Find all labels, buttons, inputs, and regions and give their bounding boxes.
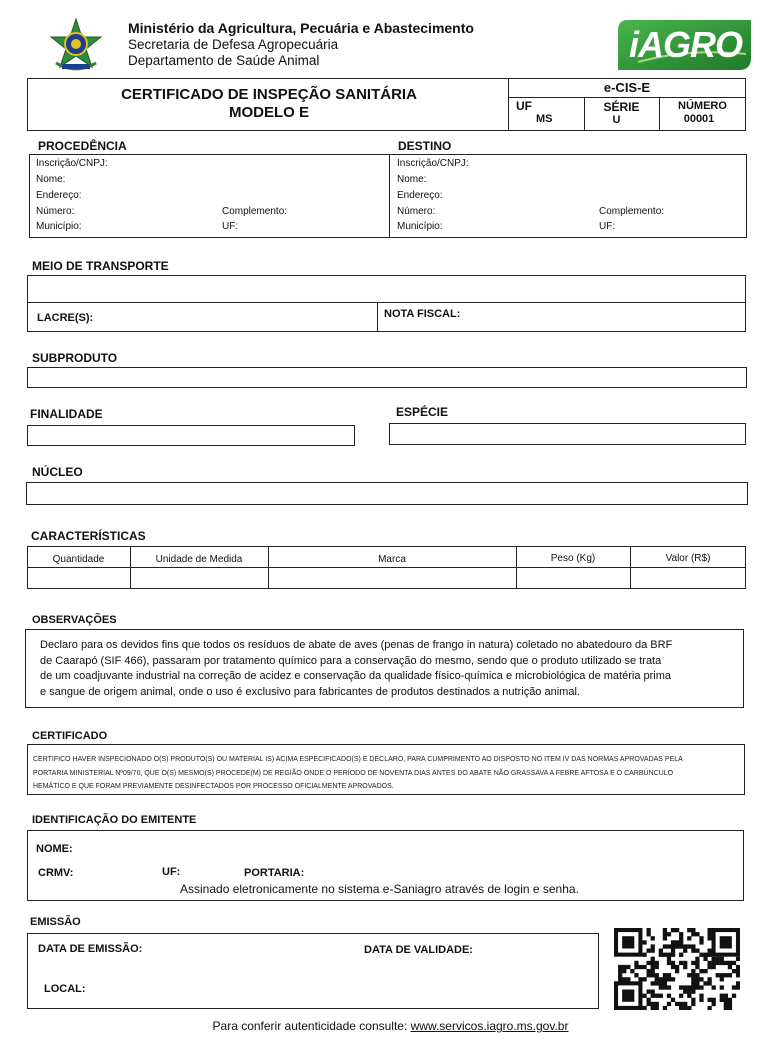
emitente-uf-label: UF: [162,866,181,878]
title-line2: MODELO E [228,104,309,121]
certificado-line: PORTARIA MINISTERIAL Nº09/70, QUE O(S) MESMO(S) PROCEDE(M) DE REGIÃO ONDE O PERÍODO DE NOVENTA DIAS ANTES DO ABATE NÃO GRASSAVA A FEBRE AFTOSA E O CARBÚNCULO [33,769,674,777]
emissao-title: EMISSÃO [30,916,81,928]
destino-inscricao-label: Inscrição/CNPJ: [397,158,469,169]
caracteristicas-title: CARACTERÍSTICAS [31,529,146,543]
footer-link[interactable]: www.servicos.iagro.ms.gov.br [410,1019,569,1033]
certificado-line: HEMÁTICO E QUE FORAM PREVIAMENTE DESINFECTADOS POR PROCESSO OFICIALMENTE APROVADOS. [33,783,394,790]
finalidade-title: FINALIDADE [30,407,103,421]
certificado-title: CERTIFICADO [32,730,108,742]
destino-nome-label: Nome: [397,174,427,185]
title-line1: CERTIFICADO DE INSPEÇÃO SANITÁRIA [121,86,417,103]
numero-value: 00001 [683,113,715,125]
iagro-logo-text: iAGRO [628,24,742,65]
transporte-box [27,275,746,332]
assinatura-text: Assinado eletronicamente no sistema e-Saniagro através de login e senha. [180,882,579,896]
observacoes-title: OBSERVAÇÕES [32,614,117,626]
coat-of-arms-emblem [48,17,104,73]
destino-endereco-label: Endereço: [397,190,443,201]
column-header-quantidade: Quantidade [52,554,105,565]
emitente-title: IDENTIFICAÇÃO DO EMITENTE [32,814,197,826]
data-validade-label: DATA DE VALIDADE: [364,944,473,956]
qr-code [614,928,740,1010]
uf-label: UF [516,99,532,113]
footer-text: Para conferir autenticidade consulte: [212,1019,411,1033]
observacoes-line: e sangue de origem animal, onde o uso é exclusivo para fabricantes de produtos destinados a nutrição animal. [40,685,580,698]
nucleo-title: NÚCLEO [32,465,83,479]
procedencia-municipio-label: Município: [36,221,82,232]
certificado-line: CERTIFICO HAVER INSPECIONADO O(S) PRODUTO(S) OU MATERIAL IS) ACIMA ESPECIFICADO(S) E DECLARO, PARA CUMPRIMENTO AO DISPOSTO NO ITEM IV DAS NORMAS APROVADAS PELA [33,756,683,763]
procedencia-inscricao-label: Inscrição/CNPJ: [36,158,108,169]
column-header-unidade: Unidade de Medida [155,554,243,565]
data-emissao-label: DATA DE EMISSÃO: [38,943,143,955]
procedencia-nome-label: Nome: [36,174,66,185]
column-header-marca: Marca [378,554,406,565]
secretaria-name: Secretaria de Defesa Agropecuária [128,37,339,52]
especie-title: ESPÉCIE [396,405,449,419]
procedencia-endereco-label: Endereço: [36,190,82,201]
emitente-portaria-label: PORTARIA: [244,867,305,879]
destino-title: DESTINO [398,139,452,153]
numero-label: NÚMERO [678,100,727,112]
procedencia-complemento-label: Complemento: [222,206,288,217]
emitente-nome-label: NOME: [36,843,73,855]
serie-label: SÉRIE [603,100,640,114]
local-label: LOCAL: [44,983,86,995]
subproduto-title: SUBPRODUTO [32,351,118,365]
procedencia-numero-label: Número: [36,206,75,217]
origin-destination-box [29,154,747,238]
certificado-text [33,753,683,794]
departamento-name: Departamento de Saúde Animal [128,53,320,68]
observacoes-line: de Caarapó (SIF 466), passaram por tratamento químico para a conservação do mesmo, sendo que o produto utilizado se trata [40,654,662,667]
destino-complemento-label: Complemento: [599,206,665,217]
lacres-label: LACRE(S): [37,312,94,324]
observacoes-line: de um coadjuvante industrial na correção de acidez e conservação da qualidade físico-química e microbiológica de matéria prima [40,670,672,682]
column-header-valor: Valor (R$) [665,553,711,564]
procedencia-title: PROCEDÊNCIA [38,139,127,153]
destino-numero-label: Número: [397,206,436,217]
emitente-crmv-label: CRMV: [38,867,74,879]
especie-box [389,423,746,445]
column-header-peso: Peso (Kg) [550,553,596,564]
ministry-name: Ministério da Agricultura, Pecuária e Abastecimento [128,20,474,36]
transporte-title: MEIO DE TRANSPORTE [32,259,169,273]
destino-municipio-label: Município: [397,221,443,232]
observacoes-line: Declaro para os devidos fins que todos os resíduos de abate de aves (penas de frango in natura) coletado no abatedouro da BRF [40,639,673,651]
document-code: e-CIS-E [603,80,651,95]
iagro-logo [618,18,751,70]
destino-uf-label: UF: [599,221,616,232]
uf-value: MS [536,113,553,125]
procedencia-uf-label: UF: [222,221,239,232]
nota-fiscal-label: NOTA FISCAL: [384,308,461,320]
footer [0,1019,781,1033]
subproduto-box [27,367,747,388]
serie-value: U [612,114,621,126]
finalidade-box [27,425,355,446]
nucleo-box [26,482,748,505]
observacoes-text [40,638,672,700]
